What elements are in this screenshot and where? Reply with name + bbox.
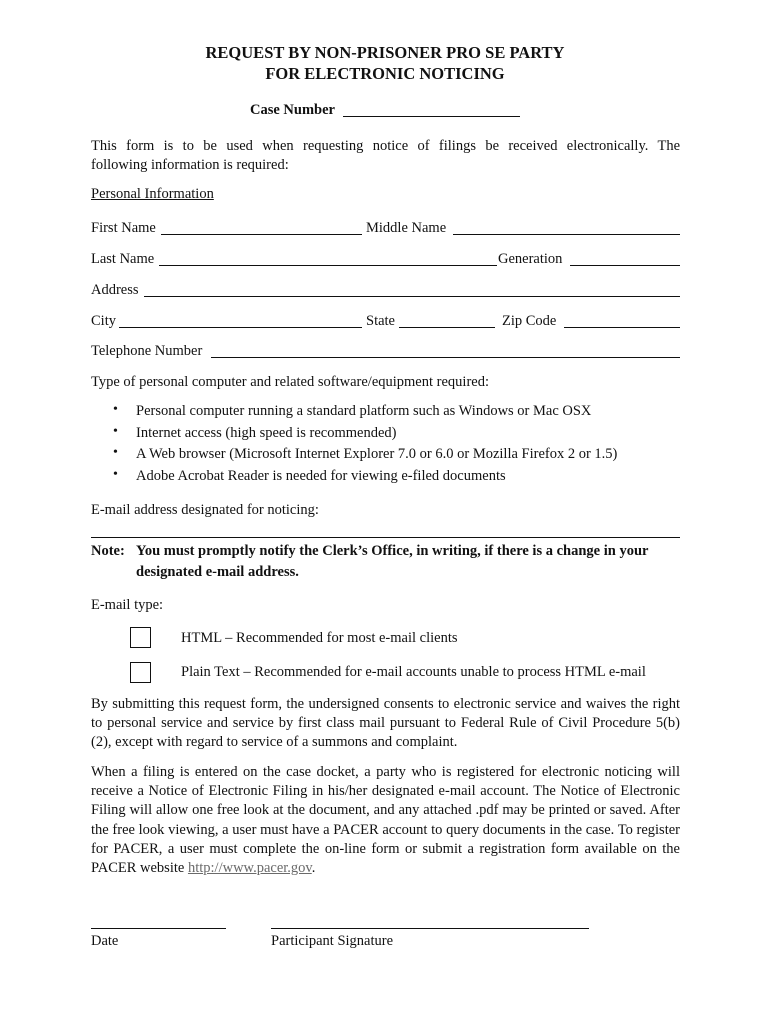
consent-paragraph: By submitting this request form, the undersigned consents to electronic service and waives the right to personal service and service by first class mail pursuant to Federal Rule of Civil Procedure 5(b)(2), except with regard to service of a summons and complaint.	[91, 696, 680, 751]
pacer-paragraph-end: .	[311, 860, 316, 877]
html-option-checkbox[interactable]	[130, 627, 151, 648]
requirements-heading: Type of personal computer and related software/equipment required:	[91, 374, 489, 390]
email-type-label: E-mail type:	[91, 597, 164, 613]
plain-text-option-label: Plain Text – Recommended for e-mail accounts unable to process HTML e-mail	[181, 664, 646, 680]
html-option-label: HTML – Recommended for most e-mail clients	[181, 630, 458, 646]
intro-line-2: following information is required:	[91, 157, 289, 173]
plain-text-option-checkbox[interactable]	[130, 662, 151, 683]
last-name-label: Last Name	[91, 251, 155, 267]
telephone-label: Telephone Number	[91, 343, 203, 359]
note-label: Note:	[91, 543, 125, 559]
state-label: State	[366, 313, 395, 329]
intro-line-1: This form is to be used when requesting notice of filings be received electronically. The	[91, 138, 680, 154]
address-label: Address	[91, 282, 139, 298]
email-address-label: E-mail address designated for noticing:	[91, 502, 319, 518]
middle-name-field[interactable]	[453, 234, 680, 235]
case-number-label: Case Number	[250, 102, 335, 118]
signature-field[interactable]	[271, 928, 589, 929]
last-name-field[interactable]	[159, 265, 497, 266]
state-field[interactable]	[399, 327, 495, 328]
address-field[interactable]	[144, 296, 680, 297]
pacer-paragraph-text: When a filing is entered on the case docket, a party who is registered for electronic noticing will receive a Notice of Electronic Filing in his/her designated e-mail account. The Notice of Electronic Filing will allow one free look at the document, and any attached .pdf may be printed or saved. After the free look viewing, a user must have a PACER account to query documents in the case. To register for PACER, a user must complete the on-line form or submit a registration form available on the PACER website	[91, 764, 680, 877]
first-name-label: First Name	[91, 220, 156, 236]
requirement-item: Adobe Acrobat Reader is needed for viewing e-filed documents	[136, 468, 506, 484]
personal-info-heading: Personal Information	[91, 186, 214, 202]
note-line-1: You must promptly notify the Clerk’s Office, in writing, if there is a change in your	[136, 543, 649, 559]
bullet-icon: •	[113, 445, 118, 460]
date-label: Date	[91, 933, 119, 949]
email-address-field[interactable]	[91, 537, 680, 538]
requirement-item: Internet access (high speed is recommended)	[136, 425, 397, 441]
zip-code-label: Zip Code	[502, 313, 557, 329]
bullet-icon: •	[113, 402, 118, 417]
note-line-2: designated e-mail address.	[136, 564, 299, 580]
generation-field[interactable]	[570, 265, 680, 266]
bullet-icon: •	[113, 467, 118, 482]
pacer-paragraph	[91, 763, 680, 878]
city-field[interactable]	[119, 327, 362, 328]
case-number-field[interactable]	[343, 116, 520, 117]
generation-label: Generation	[498, 251, 563, 267]
first-name-field[interactable]	[161, 234, 362, 235]
signature-label: Participant Signature	[271, 933, 394, 949]
date-field[interactable]	[91, 928, 226, 929]
requirement-item: A Web browser (Microsoft Internet Explorer 7.0 or 6.0 or Mozilla Firefox 2 or 1.5)	[136, 446, 618, 462]
form-title-line-1: REQUEST BY NON-PRISONER PRO SE PARTY	[205, 43, 565, 62]
middle-name-label: Middle Name	[366, 220, 447, 236]
form-title-line-2: FOR ELECTRONIC NOTICING	[265, 64, 505, 83]
bullet-icon: •	[113, 424, 118, 439]
pacer-website-link[interactable]: http://www.pacer.gov	[187, 860, 312, 877]
city-label: City	[91, 313, 116, 329]
requirement-item: Personal computer running a standard platform such as Windows or Mac OSX	[136, 403, 592, 419]
telephone-field[interactable]	[211, 357, 680, 358]
zip-code-field[interactable]	[564, 327, 680, 328]
